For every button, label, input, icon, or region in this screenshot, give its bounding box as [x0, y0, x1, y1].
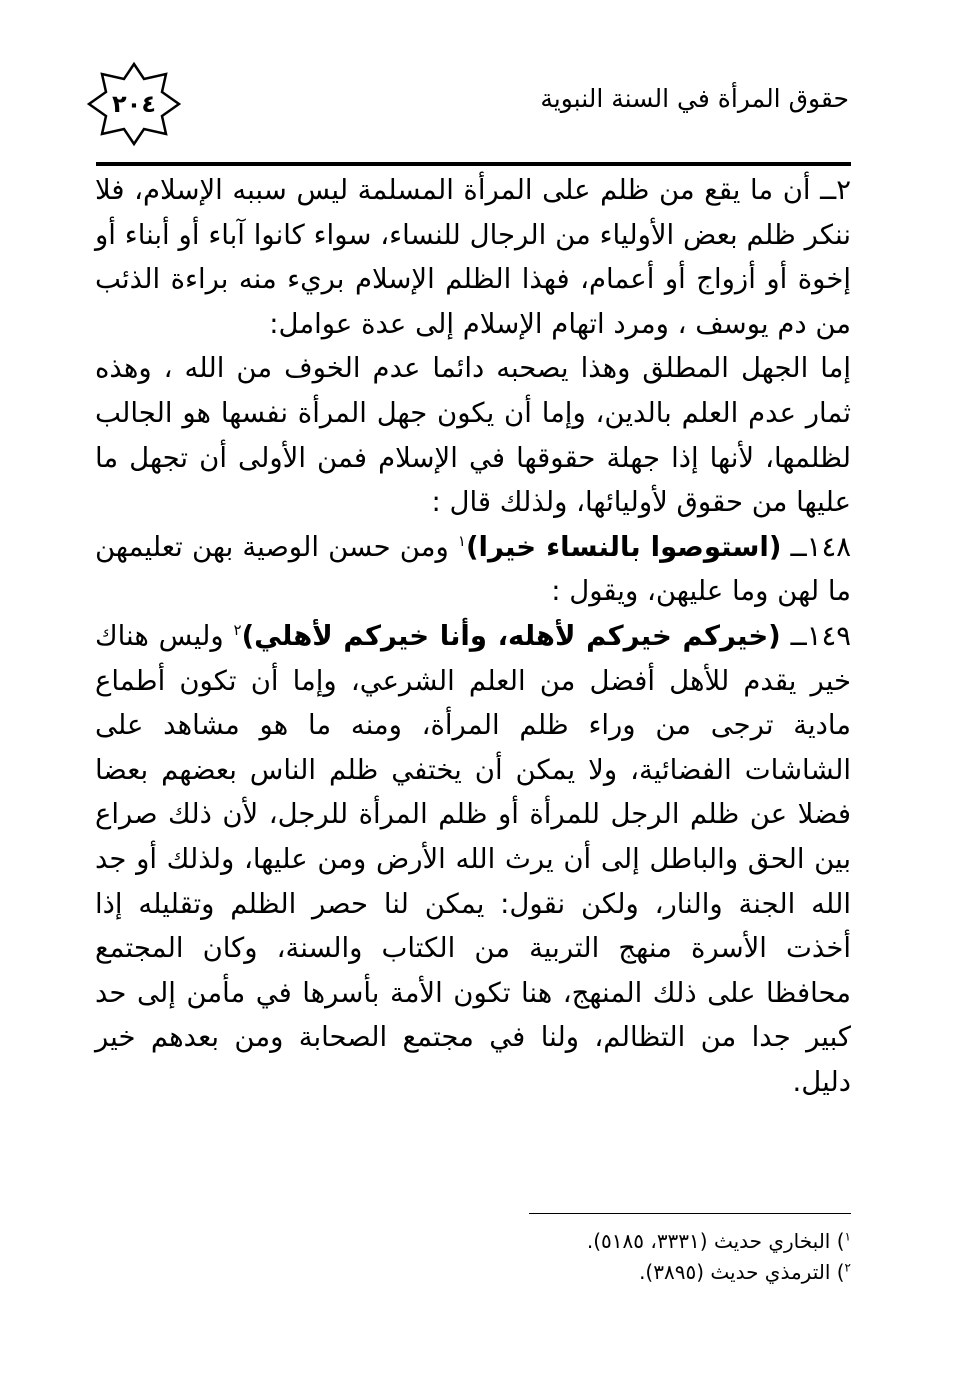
hadith-number: ١٤٨ــ [790, 530, 851, 563]
header-divider [96, 162, 851, 166]
footnotes [251, 1226, 851, 1288]
hadith-number: ١٤٩ــ [790, 619, 852, 652]
paragraph-text: ومن حسن الوصية بهن تعليمهن ما لهن وما عليهن، ويقول : [95, 530, 851, 608]
footnote-text: البخاري حديث (٣٣٣١، ٥١٨٥). [586, 1229, 831, 1253]
footnote-ref: ٢ [233, 620, 242, 639]
paragraph: إما الجهل المطلق وهذا يصحبه دائما عدم الخوف من الله ، وهذه ثمار عدم العلم بالدين، وإما أن يكون جهل المرأة نفسها هو الجالب لظلمها، لأنها إذا جهلة حقوقها في الإسلام فمن الأولى أن تجهل ما عليها من حقوق لأوليائها، ولذلك قال : [95, 352, 851, 519]
page-header [86, 62, 849, 152]
hadith-149 [95, 614, 851, 1105]
page-number-badge [86, 62, 182, 146]
footnote-text: الترمذي حديث (٣٨٩٥). [639, 1260, 831, 1284]
main-text [95, 168, 851, 1104]
hadith-text: (استوصوا بالنساء خيرا) [465, 530, 782, 563]
hadith-148 [95, 525, 851, 614]
footnote: $^٢$) الترمذي حديث (٣٨٩٥). [639, 1260, 851, 1284]
footnote-mark: ١ [844, 1229, 851, 1244]
paragraph: ٢ــ أن ما يقع من ظلم على المرأة المسلمة ليس سببه الإسلام، فلا ننكر ظلم بعض الأولياء من الرجال للنساء، سواء كانوا آباء أو أبناء أو إخوة أو أزواج أو أعمام، فهذا الظلم الإسلام بريء منه براءة الذئب من دم يوسف ، ومرد اتهام الإسلام إلى عدة عوامل: [95, 174, 851, 340]
paragraph-text: وليس هناك خير يقدم للأهل أفضل من العلم الشرعي، وإما أن تكون أطماع مادية ترجى من وراء ظلم المرأة، ومنه ما هو مشاهد على الشاشات الفضائية، ولا يمكن أن يختفي ظلم الناس بعضهم بعضا فضلا عن ظلم الرجل للمرأة أو ظلم المرأة للرجل، لأن ذلك صراع بين الحق والباطل إلى أن يرث الله الأرض ومن عليها، ولذلك أو جد الله الجنة والنار، ولكن نقول: يمكن لنا حصر الظلم وتقليله إذا أخذت الأسرة منهج التربية من الكتاب والسنة، وكان المجتمع محافظا على ذلك المنهج، هنا تكون الأمة بأسرها في مأمن إلى حد كبير جدا من التظالم، ولنا في مجتمع الصحابة ومن بعدهم خير دليل. [95, 619, 851, 1098]
footnote-mark: ٢ [844, 1260, 851, 1275]
running-title: حقوق المرأة في السنة النبوية [540, 84, 849, 113]
footnote-ref: ١ [457, 531, 466, 550]
hadith-text: (خيركم خيركم لأهله، وأنا خيركم لأهلي) [241, 619, 781, 652]
footnote-divider [529, 1213, 851, 1214]
page-number: ٢٠٤ [112, 90, 156, 118]
footnote: $^١$) البخاري حديث (٣٣٣١، ٥١٨٥). [586, 1229, 851, 1253]
